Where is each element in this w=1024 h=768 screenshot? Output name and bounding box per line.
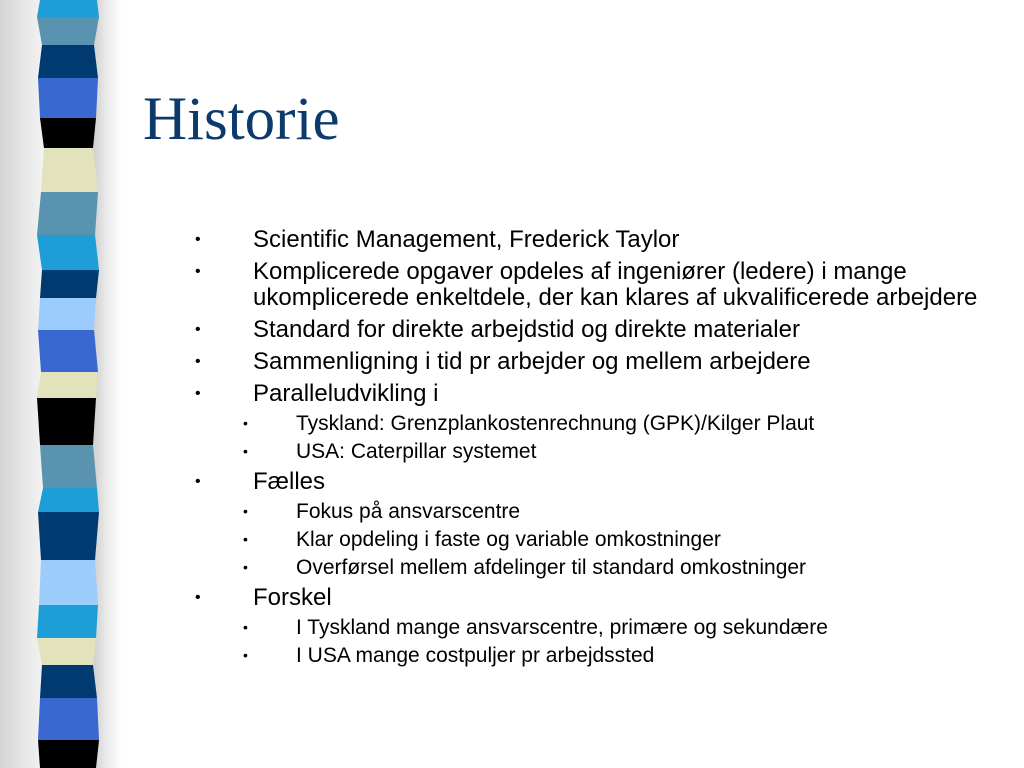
sub-bullet-text: Klar opdeling i faste og variable omkostninger bbox=[296, 528, 721, 551]
sub-bullet-item bbox=[243, 440, 1004, 463]
sub-bullet-marker: • bbox=[243, 619, 248, 635]
sub-bullet-marker: • bbox=[243, 503, 248, 519]
bullet-marker: • bbox=[195, 263, 201, 280]
stripe-block bbox=[30, 665, 106, 698]
bullet-item bbox=[0, 349, 1004, 375]
stripe-block bbox=[30, 118, 106, 148]
bullet-text: Forskel bbox=[253, 584, 332, 611]
sub-bullet-item bbox=[243, 644, 1004, 667]
stripe-block bbox=[30, 45, 106, 78]
sub-bullet-marker: • bbox=[243, 443, 248, 459]
bullet-item bbox=[0, 227, 1004, 253]
sub-bullet-text: Fokus på ansvarscentre bbox=[296, 500, 521, 523]
stripe-block bbox=[30, 78, 106, 118]
bullet-text: Fælles bbox=[253, 468, 326, 495]
sub-bullet-list bbox=[243, 412, 1004, 463]
sub-bullet-text: USA: Caterpillar systemet bbox=[296, 440, 537, 463]
stripe-block bbox=[30, 698, 106, 740]
bullet-item bbox=[0, 381, 1004, 463]
slide-title: Historie bbox=[143, 86, 340, 153]
sub-bullet-marker: • bbox=[243, 647, 248, 663]
bullet-marker: • bbox=[195, 353, 201, 370]
bullet-marker: • bbox=[195, 473, 201, 490]
bullet-marker: • bbox=[195, 231, 201, 248]
bullet-text: Paralleludvikling i bbox=[253, 380, 439, 407]
bullet-item bbox=[0, 317, 1004, 343]
sub-bullet-text: Overførsel mellem afdelinger til standard omkostninger bbox=[296, 556, 807, 579]
sub-bullet-text: I Tyskland mange ansvarscentre, primære og sekundære bbox=[296, 616, 828, 639]
sub-bullet-marker: • bbox=[243, 415, 248, 431]
sub-bullet-text: Tyskland: Grenzplankostenrechnung (GPK)/Kilger Plaut bbox=[296, 412, 815, 435]
bullet-text: Komplicerede opgaver opdeles af ingeniører (ledere) i mange ukomplicerede enkeltdele, der kan klares af ukvalificerede arbejdere bbox=[253, 258, 978, 311]
bullet-text: Standard for direkte arbejdstid og direkte materialer bbox=[253, 316, 800, 343]
sub-bullet-item bbox=[243, 528, 1004, 551]
stripe-block bbox=[30, 740, 106, 768]
bullet-item bbox=[0, 469, 1004, 579]
bullet-item bbox=[0, 585, 1004, 667]
sub-bullet-item bbox=[243, 500, 1004, 523]
bullet-text: Sammenligning i tid pr arbejder og mellem arbejdere bbox=[253, 348, 811, 375]
bullet-list bbox=[0, 221, 1004, 667]
stripe-block bbox=[30, 17, 106, 45]
sub-bullet-item bbox=[243, 616, 1004, 639]
bullet-item bbox=[0, 259, 1004, 311]
sub-bullet-marker: • bbox=[243, 559, 248, 575]
sub-bullet-item bbox=[243, 556, 1004, 579]
sub-bullet-list bbox=[243, 500, 1004, 579]
bullet-marker: • bbox=[195, 385, 201, 402]
stripe-block bbox=[30, 0, 106, 17]
sub-bullet-item bbox=[243, 412, 1004, 435]
sub-bullet-text: I USA mange costpuljer pr arbejdssted bbox=[296, 644, 655, 667]
stripe-block bbox=[30, 148, 106, 192]
sub-bullet-marker: • bbox=[243, 531, 248, 547]
bullet-marker: • bbox=[195, 321, 201, 338]
bullet-marker: • bbox=[195, 589, 201, 606]
sub-bullet-list bbox=[243, 616, 1004, 667]
bullet-text: Scientific Management, Frederick Taylor bbox=[253, 226, 680, 253]
